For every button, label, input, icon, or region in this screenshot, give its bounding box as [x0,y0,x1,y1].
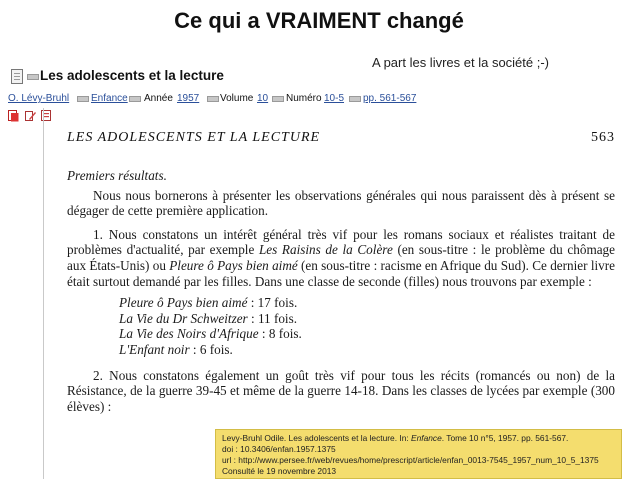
citation-doi: doi : 10.3406/enfan.1957.1375 [222,444,336,454]
dash-icon [77,96,89,102]
journal-link[interactable]: Enfance [91,93,128,104]
paragraph-2-text: (en sous-titre : le problème du chômage aux États-Unis) ou [67,242,615,273]
list-item: Pleure ô Pays bien aimé : 17 fois. [119,295,298,311]
scanned-page-text [67,168,615,414]
issue-link[interactable]: 10-5 [324,93,345,104]
issue-label: Numéro [286,93,322,104]
list-item: La Vie du Dr Schweitzer : 11 fois. [119,310,298,326]
year-link[interactable]: 1957 [177,93,200,104]
author-link[interactable]: O. Lévy-Bruhl [8,93,70,104]
volume-label: Volume [220,93,254,104]
scan-running-head [67,130,615,146]
paragraph-2 [67,227,615,289]
dash-icon [27,74,39,80]
dash-icon [272,96,284,102]
article-title[interactable]: Les adolescents et la lecture [40,68,224,83]
running-head-text: LES ADOLESCENTS ET LA LECTURE [67,130,321,145]
dash-icon [349,96,361,102]
citation-date: Consulté le 19 novembre 2013 [222,466,337,476]
citation-line-1: Levy-Bruhl Odile. Les adolescents et la lecture. In: Enfance. Tome 10 n°5, 1957. pp. 561-567. [222,433,569,443]
book-title: Les Raisins de la Colère [258,242,393,258]
paragraph-1: Nous nous bornerons à présenter les observations générales qui nous paraissent dès à présent se dégager de cette première application. [67,187,615,219]
list-item: La Vie des Noirs d'Afrique : 8 fois. [119,326,302,342]
list-item: L'Enfant noir : 6 fois. [119,341,233,357]
paragraph-2-text: (en sous-titre : racisme en Afrique du Sud). Ce dernier livre était surtout demandé par les filles. Dans une classe de seconde (filles) nous trouvons par exemple : [67,257,616,289]
document-icon[interactable] [11,69,23,84]
pages-link[interactable]: pp. 561-567 [363,93,417,104]
slide-title: Ce qui a VRAIMENT changé [174,8,464,33]
edit-icon[interactable] [25,110,36,122]
section-heading: Premiers résultats. [67,168,167,183]
paragraph-2-text: 1. Nous constatons un intérêt général très vif pour les romans sociaux et réalistes traitant de problèmes d'actualité, par exemple [67,226,615,258]
pdf-download-icon[interactable] [8,110,19,122]
dash-icon [129,96,141,102]
year-label: Année [144,93,173,104]
citation-url[interactable]: url : http://www.persee.fr/web/revues/home/prescript/article/enfan_0013-7545_1957_num_10_5_1375 [222,455,599,465]
page-number: 563 [591,130,615,145]
paragraph-3: 2. Nous constatons également un goût très vif pour tous les récits (romancés ou non) de la Résistance, de la guerre 39-45 et même de la guerre 14-18. Dans les classes de lycées par exemple (300 élèves) : [67,367,615,414]
volume-link[interactable]: 10 [257,93,269,104]
page-border [43,108,44,479]
dash-icon [207,96,219,102]
slide-subtitle: A part les livres et la société ;-) [372,55,550,70]
citation-box [215,429,622,479]
book-title: Pleure ô Pays bien aimé [169,257,298,273]
